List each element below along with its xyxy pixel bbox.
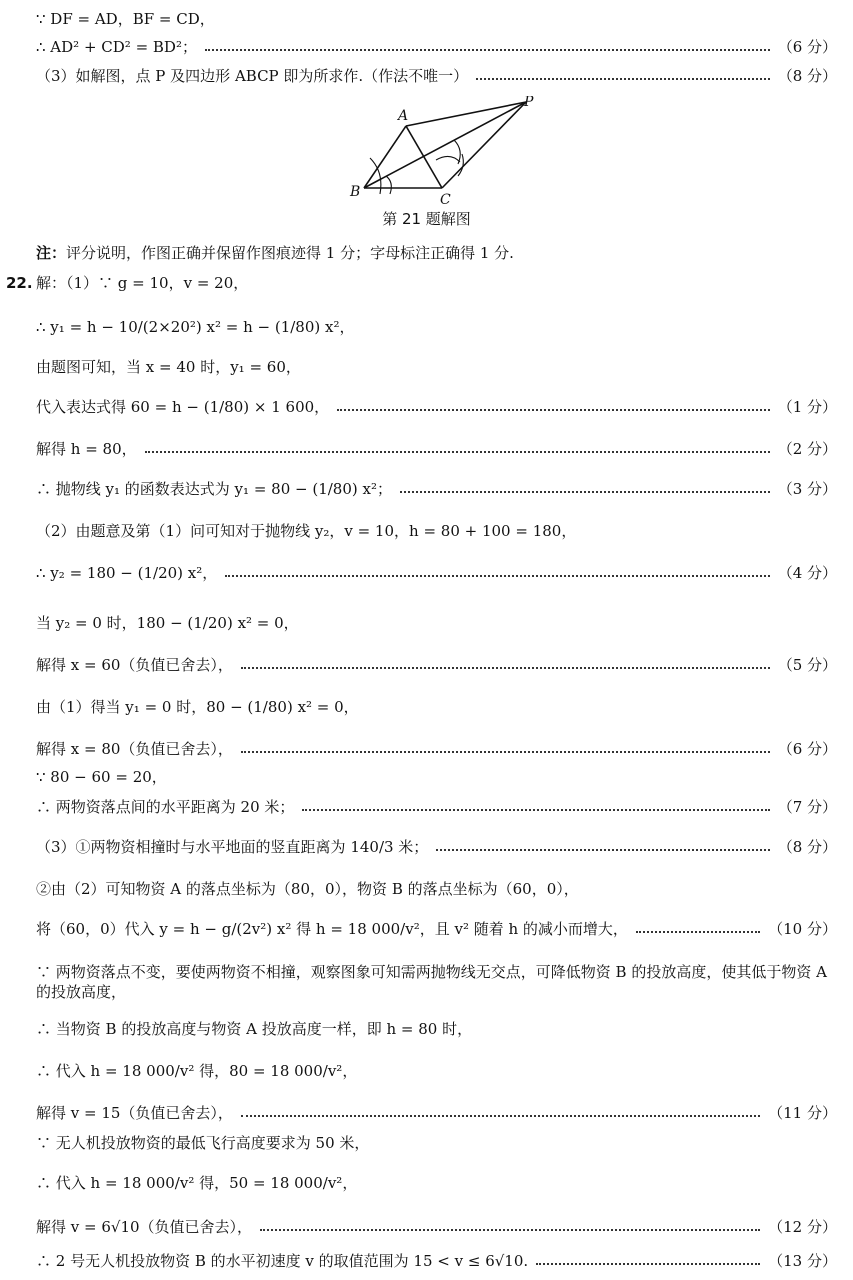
leader-dots — [476, 78, 770, 80]
label-p: P — [524, 96, 534, 110]
line-substitute — [36, 398, 837, 416]
question-number: 22. — [6, 274, 33, 292]
text: 解得 v = 15（负值已舍去）， — [36, 1104, 233, 1122]
label-b: B — [350, 184, 361, 200]
leader-dots — [260, 1229, 760, 1231]
line-final-range — [36, 1252, 837, 1270]
line-min-height — [36, 1134, 837, 1152]
note-label: 注： — [36, 244, 67, 262]
segment-pc — [442, 102, 526, 188]
text: ∴ 2 号无人机投放物资 B 的水平初速度 v 的取值范围为 15 < v ≤ 6√10. — [36, 1252, 529, 1270]
line-y2-expr — [36, 564, 837, 582]
line-part2 — [36, 522, 837, 540]
segment-bp — [364, 102, 526, 188]
score: （6 分） — [777, 740, 837, 758]
text: 由（1）得当 y₁ = 0 时，80 − (1/80) x² = 0， — [36, 698, 359, 716]
score: （10 分） — [768, 920, 837, 938]
leader-dots — [337, 409, 770, 411]
text: 解得 x = 80（负值已舍去）， — [36, 740, 233, 758]
segment-ap — [406, 102, 526, 126]
line-distance — [36, 798, 837, 816]
score: （12 分） — [768, 1218, 837, 1236]
leader-dots — [145, 451, 770, 453]
text: （3）①两物资相撞时与水平地面的竖直距离为 140/3 米； — [36, 838, 429, 856]
line-y1-zero — [36, 698, 837, 716]
leader-dots — [241, 751, 770, 753]
score: （8 分） — [777, 838, 837, 856]
text: ∴ AD² + CD² = BD²； — [36, 38, 197, 56]
line-note — [36, 244, 837, 262]
arc-c-inner — [454, 140, 460, 164]
line-q22-head — [36, 274, 837, 292]
score: （7 分） — [777, 798, 837, 816]
text: ∴ y₂ = 180 − (1/20) x²， — [36, 564, 218, 582]
line-x60 — [36, 656, 837, 674]
label-c: C — [440, 192, 451, 208]
text: 解得 h = 80， — [36, 440, 137, 458]
note — [36, 244, 514, 262]
leader-dots — [302, 809, 769, 811]
line-read-graph — [36, 358, 837, 376]
line-v6root10 — [36, 1218, 837, 1236]
line-diff — [36, 768, 837, 786]
line-sub-50 — [36, 1174, 837, 1192]
score: （5 分） — [777, 656, 837, 674]
score: （6 分） — [777, 38, 837, 56]
line-df-ad — [36, 10, 837, 28]
text: 当 y₂ = 0 时，180 − (1/20) x² = 0， — [36, 614, 299, 632]
leader-dots — [636, 931, 760, 933]
score: （13 分） — [768, 1252, 837, 1270]
line-sub-80 — [36, 1062, 837, 1080]
text: ∵ DF = AD，BF = CD， — [36, 10, 215, 28]
text: 将（60，0）代入 y = h − g/(2v²) x² 得 h = 18 000/v²，且 v² 随着 h 的减小而增大， — [36, 920, 628, 938]
line-construct — [36, 67, 837, 85]
line-same-height — [36, 1020, 837, 1038]
text: 解得 v = 6√10（负值已舍去）， — [36, 1218, 253, 1236]
text: ∴ 代入 h = 18 000/v² 得，80 = 18 000/v²， — [36, 1062, 358, 1080]
leader-dots — [536, 1263, 760, 1265]
text: 解得 x = 60（负值已舍去）， — [36, 656, 233, 674]
label-a: A — [398, 108, 409, 124]
score: （2 分） — [777, 440, 837, 458]
arc-b-inner — [386, 176, 391, 194]
leader-dots — [205, 49, 770, 51]
arc-c — [436, 156, 460, 162]
text: 解：（1）∵ g = 10，v = 20， — [36, 274, 249, 292]
line-y1-expr — [36, 480, 837, 498]
text: ∴ 当物资 B 的投放高度与物资 A 投放高度一样，即 h = 80 时， — [36, 1020, 473, 1038]
score: （8 分） — [777, 67, 837, 85]
score: （1 分） — [777, 398, 837, 416]
leader-dots — [436, 849, 769, 851]
text: （2）由题意及第（1）问可知对于抛物线 y₂，v = 10，h = 80 + 100 = 180， — [36, 522, 577, 540]
text: （3）如解图，点 P 及四边形 ABCP 即为所求作.（作法不唯一） — [36, 67, 469, 85]
line-pythag — [36, 38, 837, 56]
text: 由题图可知，当 x = 40 时，y₁ = 60， — [36, 358, 301, 376]
leader-dots — [241, 1115, 760, 1117]
arc-c-right — [458, 154, 463, 176]
geometry-figure — [340, 96, 550, 208]
leader-dots — [225, 575, 769, 577]
line-part3-2 — [36, 880, 837, 898]
line-v15 — [36, 1104, 837, 1122]
paragraph-no-collision: ∵ 两物资落点不变，要使两物资不相撞，观察图象可知需两抛物线无交点，可降低物资 B 的投放高度，使其低于物资 A 的投放高度， — [36, 963, 827, 1002]
text: ∵ 无人机投放物资的最低飞行高度要求为 50 米， — [36, 1134, 370, 1152]
quadrilateral-abcp — [364, 102, 526, 188]
line-y1-def — [36, 318, 837, 336]
construction-arcs — [370, 140, 463, 194]
note-text: 评分说明，作图正确并保留作图痕迹得 1 分；字母标注正确得 1 分. — [66, 244, 514, 262]
segment-ba — [364, 126, 406, 188]
text: ∵ 80 − 60 = 20， — [36, 768, 167, 786]
line-part3-1 — [36, 838, 837, 856]
line-substitute-60 — [36, 920, 837, 938]
leader-dots — [241, 667, 770, 669]
score: （3 分） — [777, 480, 837, 498]
text: ∴ 代入 h = 18 000/v² 得，50 = 18 000/v²， — [36, 1174, 358, 1192]
text: ②由（2）可知物资 A 的落点坐标为（80，0），物资 B 的落点坐标为（60，0）， — [36, 880, 579, 898]
figure-caption: 第 21 题解图 — [382, 210, 471, 228]
leader-dots — [400, 491, 770, 493]
score: （11 分） — [768, 1104, 837, 1122]
text: ∴ 抛物线 y₁ 的函数表达式为 y₁ = 80 − (1/80) x²； — [36, 480, 392, 498]
line-y2-zero — [36, 614, 837, 632]
line-x80 — [36, 740, 837, 758]
text: 代入表达式得 60 = h − (1/80) × 1 600， — [36, 398, 330, 416]
text: ∴ y₁ = h − 10/(2×20²) x² = h − (1/80) x²， — [36, 318, 355, 336]
line-h80 — [36, 440, 837, 458]
text: ∴ 两物资落点间的水平距离为 20 米； — [36, 798, 295, 816]
score: （4 分） — [777, 564, 837, 582]
